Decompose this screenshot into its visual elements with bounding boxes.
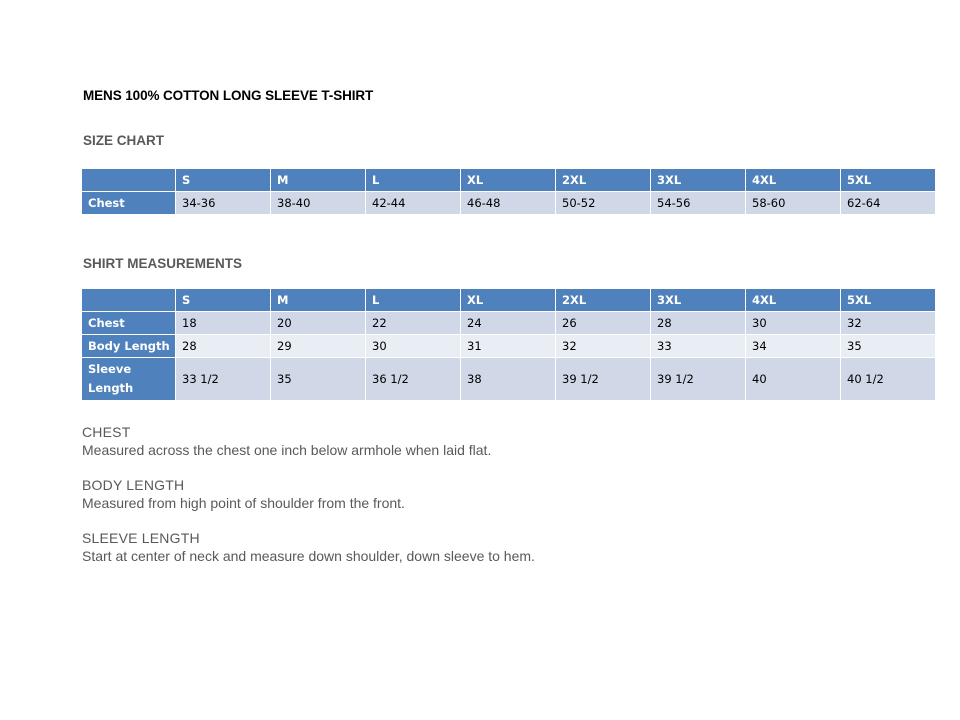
table-cell: 33 <box>651 335 746 358</box>
table-cell: 28 <box>651 312 746 335</box>
table-cell: 33 1/2 <box>176 358 271 401</box>
table-cell: 39 1/2 <box>556 358 651 401</box>
shirt-measurements-heading: SHIRT MEASUREMENTS <box>83 256 243 271</box>
table-cell: 36 1/2 <box>366 358 461 401</box>
table-cell: 40 1/2 <box>841 358 936 401</box>
table-row <box>82 192 936 215</box>
row-label-chest: Chest <box>82 312 176 335</box>
table-row <box>82 358 936 401</box>
row-label-chest: Chest <box>82 192 176 215</box>
sleeve-length-description-label: SLEEVE LENGTH <box>82 530 200 546</box>
sleeve-length-description <box>82 529 535 565</box>
table-cell: 54-56 <box>651 192 746 215</box>
size-chart-col-3xl: 3XL <box>651 169 746 192</box>
table-cell: 50-52 <box>556 192 651 215</box>
size-chart-col-5xl: 5XL <box>841 169 936 192</box>
size-chart-col-l: L <box>366 169 461 192</box>
body-length-description-text: Measured from high point of shoulder from the front. <box>82 495 405 511</box>
table-cell: 38-40 <box>271 192 366 215</box>
size-chart-col-xl: XL <box>461 169 556 192</box>
table-row <box>82 335 936 358</box>
table-row <box>82 312 936 335</box>
table-cell: 58-60 <box>746 192 841 215</box>
size-chart-col-m: M <box>271 169 366 192</box>
size-chart-table <box>81 168 936 215</box>
table-cell: 29 <box>271 335 366 358</box>
table-cell: 35 <box>271 358 366 401</box>
table-cell: 62-64 <box>841 192 936 215</box>
size-chart-col-s: S <box>176 169 271 192</box>
table-cell: 26 <box>556 312 651 335</box>
table-cell: 30 <box>366 335 461 358</box>
table-cell: 40 <box>746 358 841 401</box>
measurements-col-4xl: 4XL <box>746 289 841 312</box>
measurements-col-2xl: 2XL <box>556 289 651 312</box>
measurements-col-l: L <box>366 289 461 312</box>
table-cell: 24 <box>461 312 556 335</box>
size-chart-corner-cell <box>82 169 176 192</box>
measurements-col-m: M <box>271 289 366 312</box>
measurements-col-3xl: 3XL <box>651 289 746 312</box>
measurements-col-5xl: 5XL <box>841 289 936 312</box>
row-label-body-length: Body Length <box>82 335 176 358</box>
table-cell: 42-44 <box>366 192 461 215</box>
table-cell: 20 <box>271 312 366 335</box>
size-chart-header-row <box>82 169 936 192</box>
table-cell: 46-48 <box>461 192 556 215</box>
size-chart-col-4xl: 4XL <box>746 169 841 192</box>
measurements-col-s: S <box>176 289 271 312</box>
chest-description-text: Measured across the chest one inch below armhole when laid flat. <box>82 442 492 458</box>
table-cell: 39 1/2 <box>651 358 746 401</box>
table-cell: 32 <box>556 335 651 358</box>
table-cell: 22 <box>366 312 461 335</box>
table-cell: 34 <box>746 335 841 358</box>
page-title: MENS 100% COTTON LONG SLEEVE T-SHIRT <box>83 88 374 103</box>
row-label-sleeve-length: Sleeve Length <box>82 358 176 401</box>
body-length-description <box>82 476 405 512</box>
measurements-corner-cell <box>82 289 176 312</box>
shirt-measurements-header-row <box>82 289 936 312</box>
table-cell: 31 <box>461 335 556 358</box>
measurements-col-xl: XL <box>461 289 556 312</box>
table-cell: 35 <box>841 335 936 358</box>
table-cell: 18 <box>176 312 271 335</box>
body-length-description-label: BODY LENGTH <box>82 477 185 493</box>
size-chart-col-2xl: 2XL <box>556 169 651 192</box>
shirt-measurements-table <box>81 288 936 401</box>
sleeve-length-description-text: Start at center of neck and measure down shoulder, down sleeve to hem. <box>82 548 535 564</box>
size-chart-heading: SIZE CHART <box>83 133 164 148</box>
table-cell: 30 <box>746 312 841 335</box>
chest-description-label: CHEST <box>82 424 131 440</box>
table-cell: 34-36 <box>176 192 271 215</box>
table-cell: 28 <box>176 335 271 358</box>
chest-description <box>82 423 491 459</box>
table-cell: 38 <box>461 358 556 401</box>
table-cell: 32 <box>841 312 936 335</box>
